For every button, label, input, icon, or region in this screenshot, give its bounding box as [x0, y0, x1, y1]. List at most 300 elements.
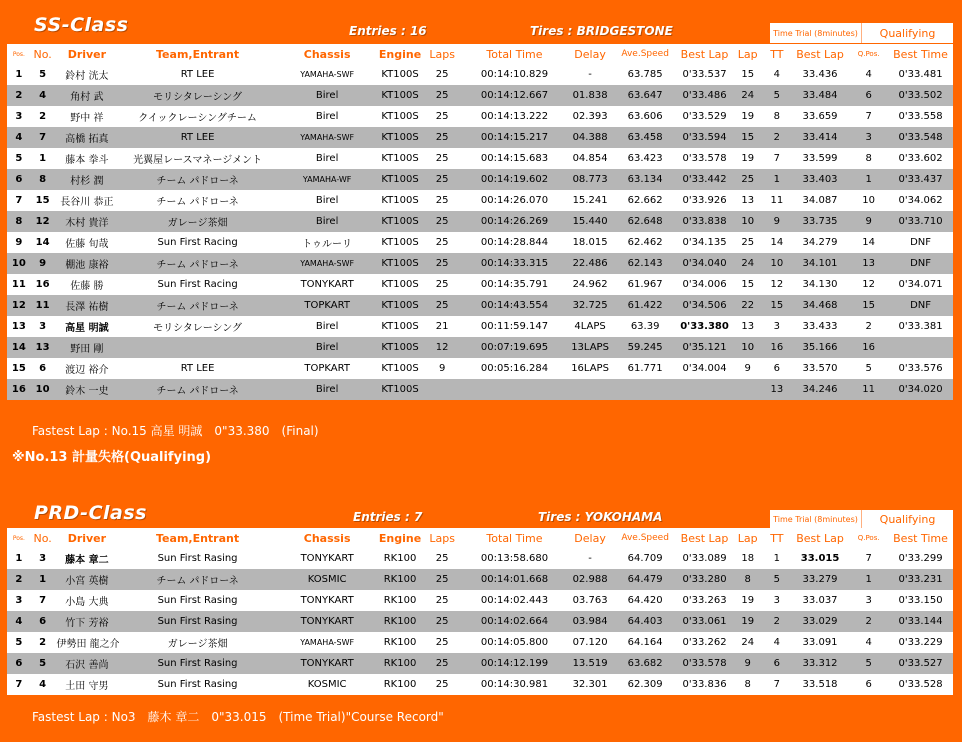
cell-driver: 土田 守男: [55, 674, 120, 695]
cell-car-number: 3: [31, 316, 55, 337]
cell-car-number: 2: [31, 632, 55, 653]
cell-chassis: Birel: [276, 316, 379, 337]
cell-team: チーム パドローネ: [119, 295, 276, 316]
cell-chassis: Birel: [276, 337, 379, 358]
cell-chassis: Birel: [276, 211, 379, 232]
header-best-lap: Best Lap: [676, 528, 732, 548]
cell-team: チーム パドローネ: [119, 253, 276, 274]
cell-car-number: 14: [31, 232, 55, 253]
cell-tt-best-lap: 33.312: [791, 653, 849, 674]
cell-best-time: 0'33.548: [888, 127, 953, 148]
cell-pos: 9: [7, 232, 31, 253]
header-driver: Driver: [55, 528, 120, 548]
cell-laps: [422, 379, 463, 400]
cell-team: チーム パドローネ: [119, 379, 276, 400]
cell-lap: 8: [733, 674, 763, 695]
cell-team: クイックレーシングチーム: [119, 106, 276, 127]
cell-chassis: YAMAHA-SWF: [276, 632, 379, 653]
cell-engine: KT100S: [378, 316, 421, 337]
cell-laps: 25: [422, 548, 463, 569]
cell-laps: 25: [422, 169, 463, 190]
cell-pos: 11: [7, 274, 31, 295]
cell-pos: 5: [7, 632, 31, 653]
header-q-pos: Q.Pos.: [849, 44, 888, 64]
cell-tt-best-lap: 34.468: [791, 295, 849, 316]
cell-tt-best-lap: 33.518: [791, 674, 849, 695]
cell-delay: 04.854: [566, 148, 614, 169]
prd-results-body: [7, 548, 953, 695]
cell-engine: KT100S: [378, 190, 421, 211]
cell-pos: 14: [7, 337, 31, 358]
cell-pos: 7: [7, 674, 31, 695]
cell-pos: 2: [7, 85, 31, 106]
table-row: [7, 169, 953, 190]
cell-chassis: Birel: [276, 106, 379, 127]
ss-time-trial-label: Time Trial (8minutes): [770, 23, 862, 43]
cell-ave-speed: 61.967: [614, 274, 677, 295]
table-row: [7, 653, 953, 674]
cell-car-number: 4: [31, 85, 55, 106]
cell-best-lap: 0'33.926: [676, 190, 732, 211]
cell-ave-speed: 64.403: [614, 611, 677, 632]
cell-tt-best-lap: 34.087: [791, 190, 849, 211]
cell-laps: 25: [422, 569, 463, 590]
cell-lap: 15: [733, 274, 763, 295]
cell-lap: 25: [733, 169, 763, 190]
cell-best-lap: 0'33.537: [676, 64, 732, 85]
cell-car-number: 5: [31, 64, 55, 85]
cell-q-pos: 11: [849, 379, 888, 400]
cell-q-pos: 16: [849, 337, 888, 358]
cell-laps: 25: [422, 64, 463, 85]
cell-pos: 4: [7, 611, 31, 632]
cell-driver: 小島 大典: [55, 590, 120, 611]
prd-fastest-lap: Fastest Lap : No3 藤木 章二 0"33.015 (Time Trial)"Course Record": [32, 710, 444, 724]
ss-results-table: [7, 44, 953, 400]
header-driver: Driver: [55, 44, 120, 64]
cell-total-time: [463, 379, 567, 400]
table-row: [7, 232, 953, 253]
table-row: [7, 295, 953, 316]
cell-lap: 18: [733, 548, 763, 569]
cell-tt-best-lap: 33.484: [791, 85, 849, 106]
cell-tt-best-lap: 35.166: [791, 337, 849, 358]
cell-team: ガレージ茶畑: [119, 632, 276, 653]
cell-car-number: 9: [31, 253, 55, 274]
cell-driver: 佐藤 旬哉: [55, 232, 120, 253]
cell-team: [119, 337, 276, 358]
cell-pos: 7: [7, 190, 31, 211]
cell-total-time: 00:14:12.667: [463, 85, 567, 106]
cell-tt-best-lap: 34.130: [791, 274, 849, 295]
table-row: [7, 674, 953, 695]
cell-engine: RK100: [378, 548, 421, 569]
cell-total-time: 00:13:58.680: [463, 548, 567, 569]
cell-tt: 12: [763, 274, 791, 295]
cell-laps: 25: [422, 148, 463, 169]
cell-car-number: 11: [31, 295, 55, 316]
cell-car-number: 7: [31, 127, 55, 148]
cell-lap: 24: [733, 85, 763, 106]
cell-chassis: トゥルーリ: [276, 232, 379, 253]
cell-pos: 1: [7, 64, 31, 85]
cell-tt-best-lap: 33.091: [791, 632, 849, 653]
cell-chassis: Birel: [276, 379, 379, 400]
cell-q-pos: 3: [849, 590, 888, 611]
cell-engine: KT100S: [378, 358, 421, 379]
cell-total-time: 00:14:26.070: [463, 190, 567, 211]
cell-laps: 25: [422, 590, 463, 611]
cell-tt: 11: [763, 190, 791, 211]
header-ave-speed: Ave.Speed: [614, 44, 677, 64]
cell-laps: 25: [422, 127, 463, 148]
cell-delay: 4LAPS: [566, 316, 614, 337]
cell-ave-speed: 63.39: [614, 316, 677, 337]
cell-driver: 村杉 潤: [55, 169, 120, 190]
cell-delay: -: [566, 548, 614, 569]
cell-best-lap: 0'33.442: [676, 169, 732, 190]
cell-chassis: KOSMIC: [276, 674, 379, 695]
table-row: [7, 106, 953, 127]
cell-team: Sun First Rasing: [119, 548, 276, 569]
cell-engine: KT100S: [378, 211, 421, 232]
cell-best-lap: 0'34.506: [676, 295, 732, 316]
cell-delay: 32.725: [566, 295, 614, 316]
cell-ave-speed: 63.682: [614, 653, 677, 674]
cell-best-time: 0'33.229: [888, 632, 953, 653]
cell-q-pos: 4: [849, 64, 888, 85]
cell-ave-speed: 59.245: [614, 337, 677, 358]
cell-tt: 6: [763, 653, 791, 674]
cell-total-time: 00:14:33.315: [463, 253, 567, 274]
cell-best-time: 0'33.481: [888, 64, 953, 85]
cell-lap: 13: [733, 316, 763, 337]
ss-tires: Tires : BRIDGESTONE: [530, 24, 673, 38]
cell-tt: 2: [763, 611, 791, 632]
header-best-lap: Best Lap: [676, 44, 732, 64]
ss-results-body: [7, 64, 953, 400]
cell-team: Sun First Racing: [119, 274, 276, 295]
cell-q-pos: 7: [849, 548, 888, 569]
prd-class-title: PRD-Class: [34, 502, 147, 524]
cell-q-pos: 2: [849, 611, 888, 632]
cell-chassis: YAMAHA-WF: [276, 169, 379, 190]
cell-tt-best-lap: 33.735: [791, 211, 849, 232]
cell-tt: 14: [763, 232, 791, 253]
cell-delay: 32.301: [566, 674, 614, 695]
header-delay: Delay: [566, 528, 614, 548]
header-best-time: Best Time: [888, 44, 953, 64]
cell-delay: 02.988: [566, 569, 614, 590]
table-row: [7, 190, 953, 211]
cell-engine: KT100S: [378, 148, 421, 169]
table-row: [7, 337, 953, 358]
cell-ave-speed: 63.134: [614, 169, 677, 190]
cell-tt-best-lap: 33.279: [791, 569, 849, 590]
cell-tt: 7: [763, 148, 791, 169]
cell-delay: [566, 379, 614, 400]
cell-total-time: 00:14:12.199: [463, 653, 567, 674]
cell-engine: RK100: [378, 590, 421, 611]
cell-pos: 10: [7, 253, 31, 274]
cell-q-pos: 15: [849, 295, 888, 316]
cell-tt: 8: [763, 106, 791, 127]
cell-laps: 21: [422, 316, 463, 337]
cell-best-lap: 0'33.280: [676, 569, 732, 590]
cell-lap: 15: [733, 127, 763, 148]
cell-lap: 10: [733, 211, 763, 232]
cell-ave-speed: 61.422: [614, 295, 677, 316]
cell-best-time: 0'34.071: [888, 274, 953, 295]
cell-best-time: 0'33.502: [888, 85, 953, 106]
cell-best-time: DNF: [888, 295, 953, 316]
cell-car-number: 3: [31, 548, 55, 569]
prd-tires: Tires : YOKOHAMA: [538, 510, 663, 524]
cell-best-lap: 0'33.594: [676, 127, 732, 148]
cell-best-time: DNF: [888, 253, 953, 274]
table-row: [7, 316, 953, 337]
cell-chassis: YAMAHA-SWF: [276, 127, 379, 148]
cell-tt: 5: [763, 85, 791, 106]
cell-driver: 鈴木 一史: [55, 379, 120, 400]
cell-lap: 25: [733, 232, 763, 253]
cell-pos: 6: [7, 169, 31, 190]
prd-time-trial-label: Time Trial (8minutes): [770, 510, 862, 528]
table-row: [7, 611, 953, 632]
cell-driver: 竹下 芳裕: [55, 611, 120, 632]
cell-engine: KT100S: [378, 127, 421, 148]
cell-laps: 25: [422, 253, 463, 274]
header-best-time: Best Time: [888, 528, 953, 548]
cell-driver: 高橋 拓真: [55, 127, 120, 148]
cell-q-pos: 3: [849, 127, 888, 148]
cell-tt: 10: [763, 253, 791, 274]
cell-tt-best-lap: 34.101: [791, 253, 849, 274]
cell-pos: 12: [7, 295, 31, 316]
cell-delay: 13.519: [566, 653, 614, 674]
prd-qualifying-label: Qualifying: [862, 510, 953, 528]
cell-car-number: 12: [31, 211, 55, 232]
cell-tt-best-lap: 33.436: [791, 64, 849, 85]
cell-best-time: 0'33.528: [888, 674, 953, 695]
cell-laps: 25: [422, 295, 463, 316]
cell-delay: 07.120: [566, 632, 614, 653]
header-engine: Engine: [378, 44, 421, 64]
cell-tt: 7: [763, 674, 791, 695]
cell-engine: KT100S: [378, 232, 421, 253]
cell-car-number: 10: [31, 379, 55, 400]
cell-lap: 24: [733, 253, 763, 274]
cell-delay: 15.440: [566, 211, 614, 232]
cell-driver: 高星 明誠: [55, 316, 120, 337]
cell-chassis: KOSMIC: [276, 569, 379, 590]
cell-car-number: 1: [31, 148, 55, 169]
cell-total-time: 00:14:28.844: [463, 232, 567, 253]
cell-engine: KT100S: [378, 106, 421, 127]
cell-driver: 野中 祥: [55, 106, 120, 127]
cell-laps: 25: [422, 611, 463, 632]
cell-pos: 1: [7, 548, 31, 569]
cell-laps: 25: [422, 85, 463, 106]
cell-chassis: TONYKART: [276, 590, 379, 611]
cell-car-number: 8: [31, 169, 55, 190]
cell-team: チーム パドローネ: [119, 169, 276, 190]
header-chassis: Chassis: [276, 528, 379, 548]
cell-car-number: 6: [31, 611, 55, 632]
cell-ave-speed: 63.458: [614, 127, 677, 148]
cell-q-pos: 9: [849, 211, 888, 232]
cell-engine: RK100: [378, 632, 421, 653]
cell-best-lap: 0'33.263: [676, 590, 732, 611]
cell-best-lap: 0'33.380: [676, 316, 732, 337]
header-car-number: No.: [31, 44, 55, 64]
header-tt: TT: [763, 44, 791, 64]
ss-qualifying-label: Qualifying: [862, 23, 953, 43]
cell-ave-speed: 63.423: [614, 148, 677, 169]
cell-ave-speed: 63.606: [614, 106, 677, 127]
cell-car-number: 7: [31, 590, 55, 611]
cell-total-time: 00:11:59.147: [463, 316, 567, 337]
cell-ave-speed: 62.648: [614, 211, 677, 232]
cell-team: RT LEE: [119, 358, 276, 379]
cell-chassis: TOPKART: [276, 295, 379, 316]
header-car-number: No.: [31, 528, 55, 548]
header-lap: Lap: [733, 44, 763, 64]
cell-lap: 19: [733, 106, 763, 127]
cell-driver: 長谷川 恭正: [55, 190, 120, 211]
cell-tt-best-lap: 34.279: [791, 232, 849, 253]
cell-lap: 13: [733, 190, 763, 211]
cell-engine: KT100S: [378, 253, 421, 274]
cell-best-time: 0'33.299: [888, 548, 953, 569]
cell-laps: 25: [422, 632, 463, 653]
cell-best-time: 0'33.602: [888, 148, 953, 169]
cell-best-lap: 0'34.135: [676, 232, 732, 253]
cell-driver: 鈴村 洸太: [55, 64, 120, 85]
header-team: Team,Entrant: [119, 44, 276, 64]
cell-tt-best-lap: 33.570: [791, 358, 849, 379]
cell-laps: 25: [422, 232, 463, 253]
cell-pos: 3: [7, 106, 31, 127]
ss-header-row: [7, 44, 953, 64]
cell-delay: 02.393: [566, 106, 614, 127]
cell-car-number: 1: [31, 569, 55, 590]
cell-engine: KT100S: [378, 274, 421, 295]
cell-ave-speed: 64.164: [614, 632, 677, 653]
cell-driver: 藤本 章二: [55, 548, 120, 569]
cell-total-time: 00:14:15.683: [463, 148, 567, 169]
cell-engine: KT100S: [378, 337, 421, 358]
cell-ave-speed: 63.647: [614, 85, 677, 106]
cell-best-lap: 0'33.061: [676, 611, 732, 632]
cell-car-number: 5: [31, 653, 55, 674]
cell-pos: 2: [7, 569, 31, 590]
cell-total-time: 00:14:35.791: [463, 274, 567, 295]
cell-engine: KT100S: [378, 379, 421, 400]
cell-q-pos: 6: [849, 674, 888, 695]
table-row: [7, 85, 953, 106]
cell-engine: KT100S: [378, 169, 421, 190]
cell-best-lap: 0'34.004: [676, 358, 732, 379]
table-row: [7, 548, 953, 569]
cell-laps: 25: [422, 653, 463, 674]
cell-total-time: 00:14:02.664: [463, 611, 567, 632]
cell-q-pos: 6: [849, 85, 888, 106]
cell-best-time: [888, 337, 953, 358]
cell-laps: 25: [422, 211, 463, 232]
cell-car-number: 4: [31, 674, 55, 695]
cell-ave-speed: 62.662: [614, 190, 677, 211]
cell-best-lap: [676, 379, 732, 400]
cell-ave-speed: 62.143: [614, 253, 677, 274]
cell-delay: 01.838: [566, 85, 614, 106]
cell-tt-best-lap: 33.599: [791, 148, 849, 169]
cell-q-pos: 2: [849, 316, 888, 337]
cell-engine: RK100: [378, 611, 421, 632]
cell-delay: 16LAPS: [566, 358, 614, 379]
cell-q-pos: 5: [849, 358, 888, 379]
cell-driver: 木村 貴洋: [55, 211, 120, 232]
cell-team: RT LEE: [119, 127, 276, 148]
cell-tt: 16: [763, 337, 791, 358]
header-chassis: Chassis: [276, 44, 379, 64]
cell-lap: [733, 379, 763, 400]
cell-best-time: 0'33.558: [888, 106, 953, 127]
cell-chassis: TONYKART: [276, 548, 379, 569]
cell-q-pos: 8: [849, 148, 888, 169]
header-tt-best-lap: Best Lap: [791, 528, 849, 548]
cell-driver: 石沢 善尚: [55, 653, 120, 674]
cell-lap: 9: [733, 653, 763, 674]
cell-pos: 3: [7, 590, 31, 611]
cell-q-pos: 12: [849, 274, 888, 295]
cell-delay: 18.015: [566, 232, 614, 253]
table-row: [7, 127, 953, 148]
header-pos: Pos.: [7, 44, 31, 64]
cell-tt-best-lap: 33.433: [791, 316, 849, 337]
cell-team: モリシタレーシング: [119, 85, 276, 106]
cell-tt-best-lap: 33.659: [791, 106, 849, 127]
cell-total-time: 00:05:16.284: [463, 358, 567, 379]
header-tt-best-lap: Best Lap: [791, 44, 849, 64]
cell-total-time: 00:14:15.217: [463, 127, 567, 148]
cell-q-pos: 13: [849, 253, 888, 274]
cell-chassis: TONYKART: [276, 611, 379, 632]
cell-pos: 4: [7, 127, 31, 148]
cell-delay: 24.962: [566, 274, 614, 295]
cell-best-lap: 0'33.089: [676, 548, 732, 569]
cell-lap: 19: [733, 148, 763, 169]
cell-lap: 22: [733, 295, 763, 316]
cell-total-time: 00:14:01.668: [463, 569, 567, 590]
cell-lap: 10: [733, 337, 763, 358]
cell-ave-speed: 62.462: [614, 232, 677, 253]
cell-tt: 5: [763, 569, 791, 590]
ss-fastest-lap: Fastest Lap : No.15 高星 明誠 0"33.380 (Final): [32, 424, 319, 438]
cell-best-time: 0'33.144: [888, 611, 953, 632]
cell-laps: 25: [422, 106, 463, 127]
cell-delay: 15.241: [566, 190, 614, 211]
cell-delay: 22.486: [566, 253, 614, 274]
cell-delay: -: [566, 64, 614, 85]
cell-tt-best-lap: 33.029: [791, 611, 849, 632]
header-total-time: Total Time: [463, 44, 567, 64]
table-row: [7, 379, 953, 400]
cell-laps: 9: [422, 358, 463, 379]
cell-tt: 4: [763, 632, 791, 653]
cell-laps: 25: [422, 190, 463, 211]
header-laps: Laps: [422, 44, 463, 64]
